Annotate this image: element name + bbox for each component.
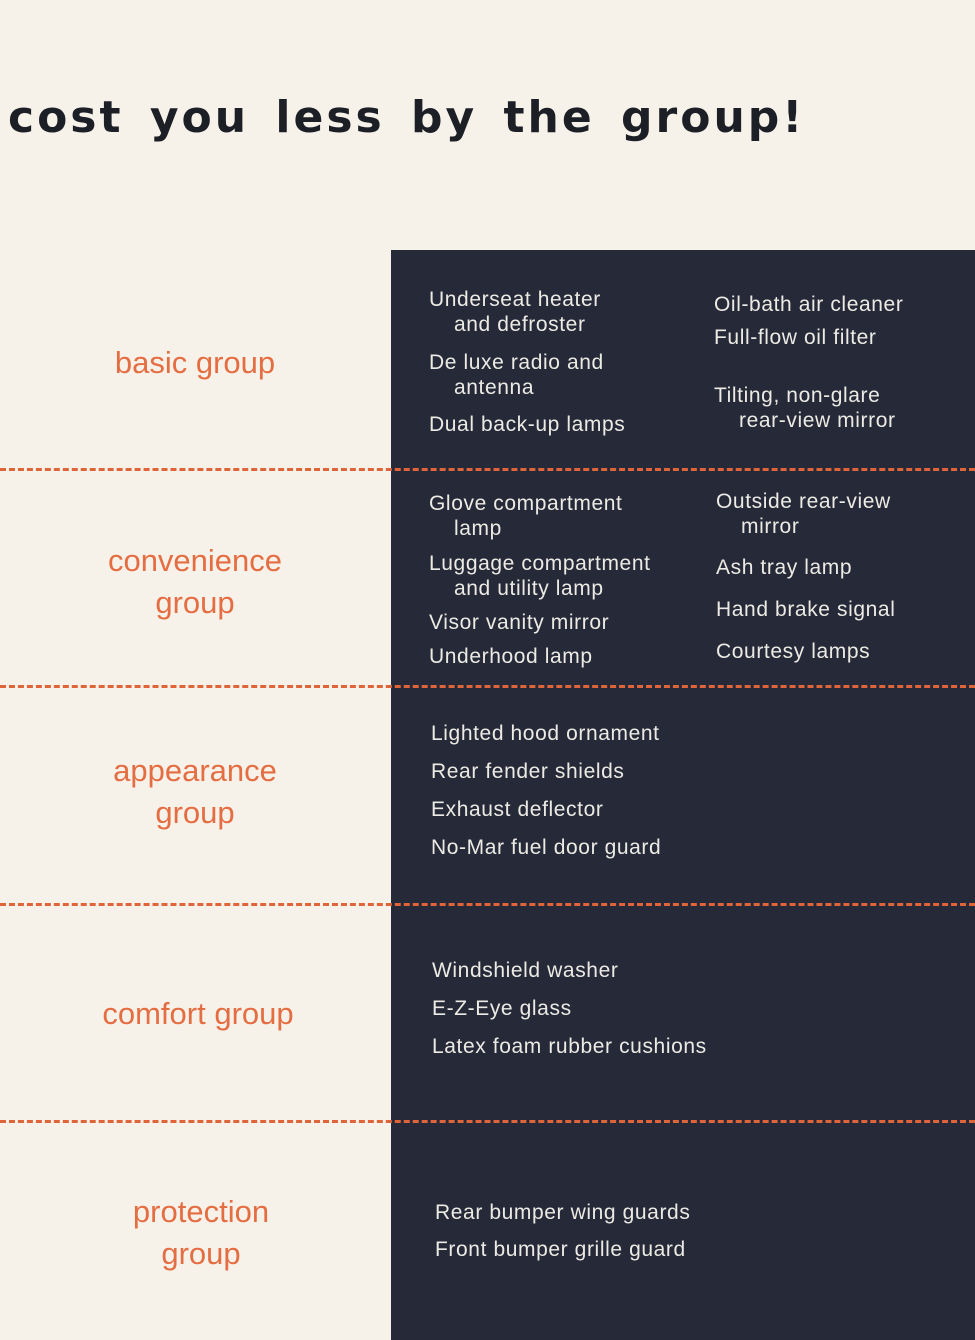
feature-item: Tilting, non-glare rear-view mirror bbox=[714, 384, 896, 432]
comfort-group-label: comfort group bbox=[102, 996, 294, 1031]
feature-item: De luxe radio and antenna bbox=[429, 351, 604, 399]
feature-item: Glove compartment lamp bbox=[429, 492, 623, 540]
feature-item: Windshield washer bbox=[432, 959, 619, 982]
group-separator bbox=[0, 468, 975, 471]
feature-item: Underhood lamp bbox=[429, 645, 593, 668]
feature-item: No-Mar fuel door guard bbox=[431, 836, 662, 859]
feature-item: Full-flow oil filter bbox=[714, 326, 877, 349]
group-separator bbox=[0, 1120, 975, 1123]
convenience-group-list-right bbox=[716, 489, 895, 664]
feature-item: Hand brake signal bbox=[716, 598, 896, 621]
feature-item: Dual back-up lamps bbox=[429, 413, 626, 436]
feature-item: Underseat heater and defroster bbox=[429, 288, 601, 336]
page-headline: cost you less by the group! bbox=[8, 92, 806, 143]
feature-item: Front bumper grille guard bbox=[435, 1238, 686, 1261]
feature-item: Ash tray lamp bbox=[716, 556, 853, 579]
feature-item: Luggage compartment and utility lamp bbox=[429, 552, 651, 600]
basic-group-label: basic group bbox=[114, 345, 276, 380]
convenience-group-label: convenience group bbox=[107, 543, 283, 620]
feature-item: Oil-bath air cleaner bbox=[714, 293, 904, 316]
basic-group-list-right bbox=[714, 292, 903, 433]
protection-group-label: protection group bbox=[132, 1194, 270, 1271]
feature-item: Lighted hood ornament bbox=[431, 722, 660, 745]
convenience-group-list-left bbox=[429, 491, 651, 669]
comfort-group-list bbox=[432, 958, 707, 1059]
feature-item: E-Z-Eye glass bbox=[432, 997, 572, 1020]
feature-item: Courtesy lamps bbox=[716, 640, 871, 663]
group-separator bbox=[0, 903, 975, 906]
basic-group-list-left bbox=[429, 287, 625, 437]
feature-item: Visor vanity mirror bbox=[429, 611, 610, 634]
group-separator bbox=[0, 685, 975, 688]
feature-item: Outside rear-view mirror bbox=[716, 490, 891, 538]
feature-item: Exhaust deflector bbox=[431, 798, 604, 821]
appearance-group-label: appearance group bbox=[113, 753, 277, 830]
protection-group-list bbox=[435, 1200, 690, 1262]
feature-item: Rear fender shields bbox=[431, 760, 625, 783]
appearance-group-list bbox=[431, 721, 661, 860]
feature-item: Rear bumper wing guards bbox=[435, 1201, 691, 1224]
feature-item: Latex foam rubber cushions bbox=[432, 1035, 707, 1058]
